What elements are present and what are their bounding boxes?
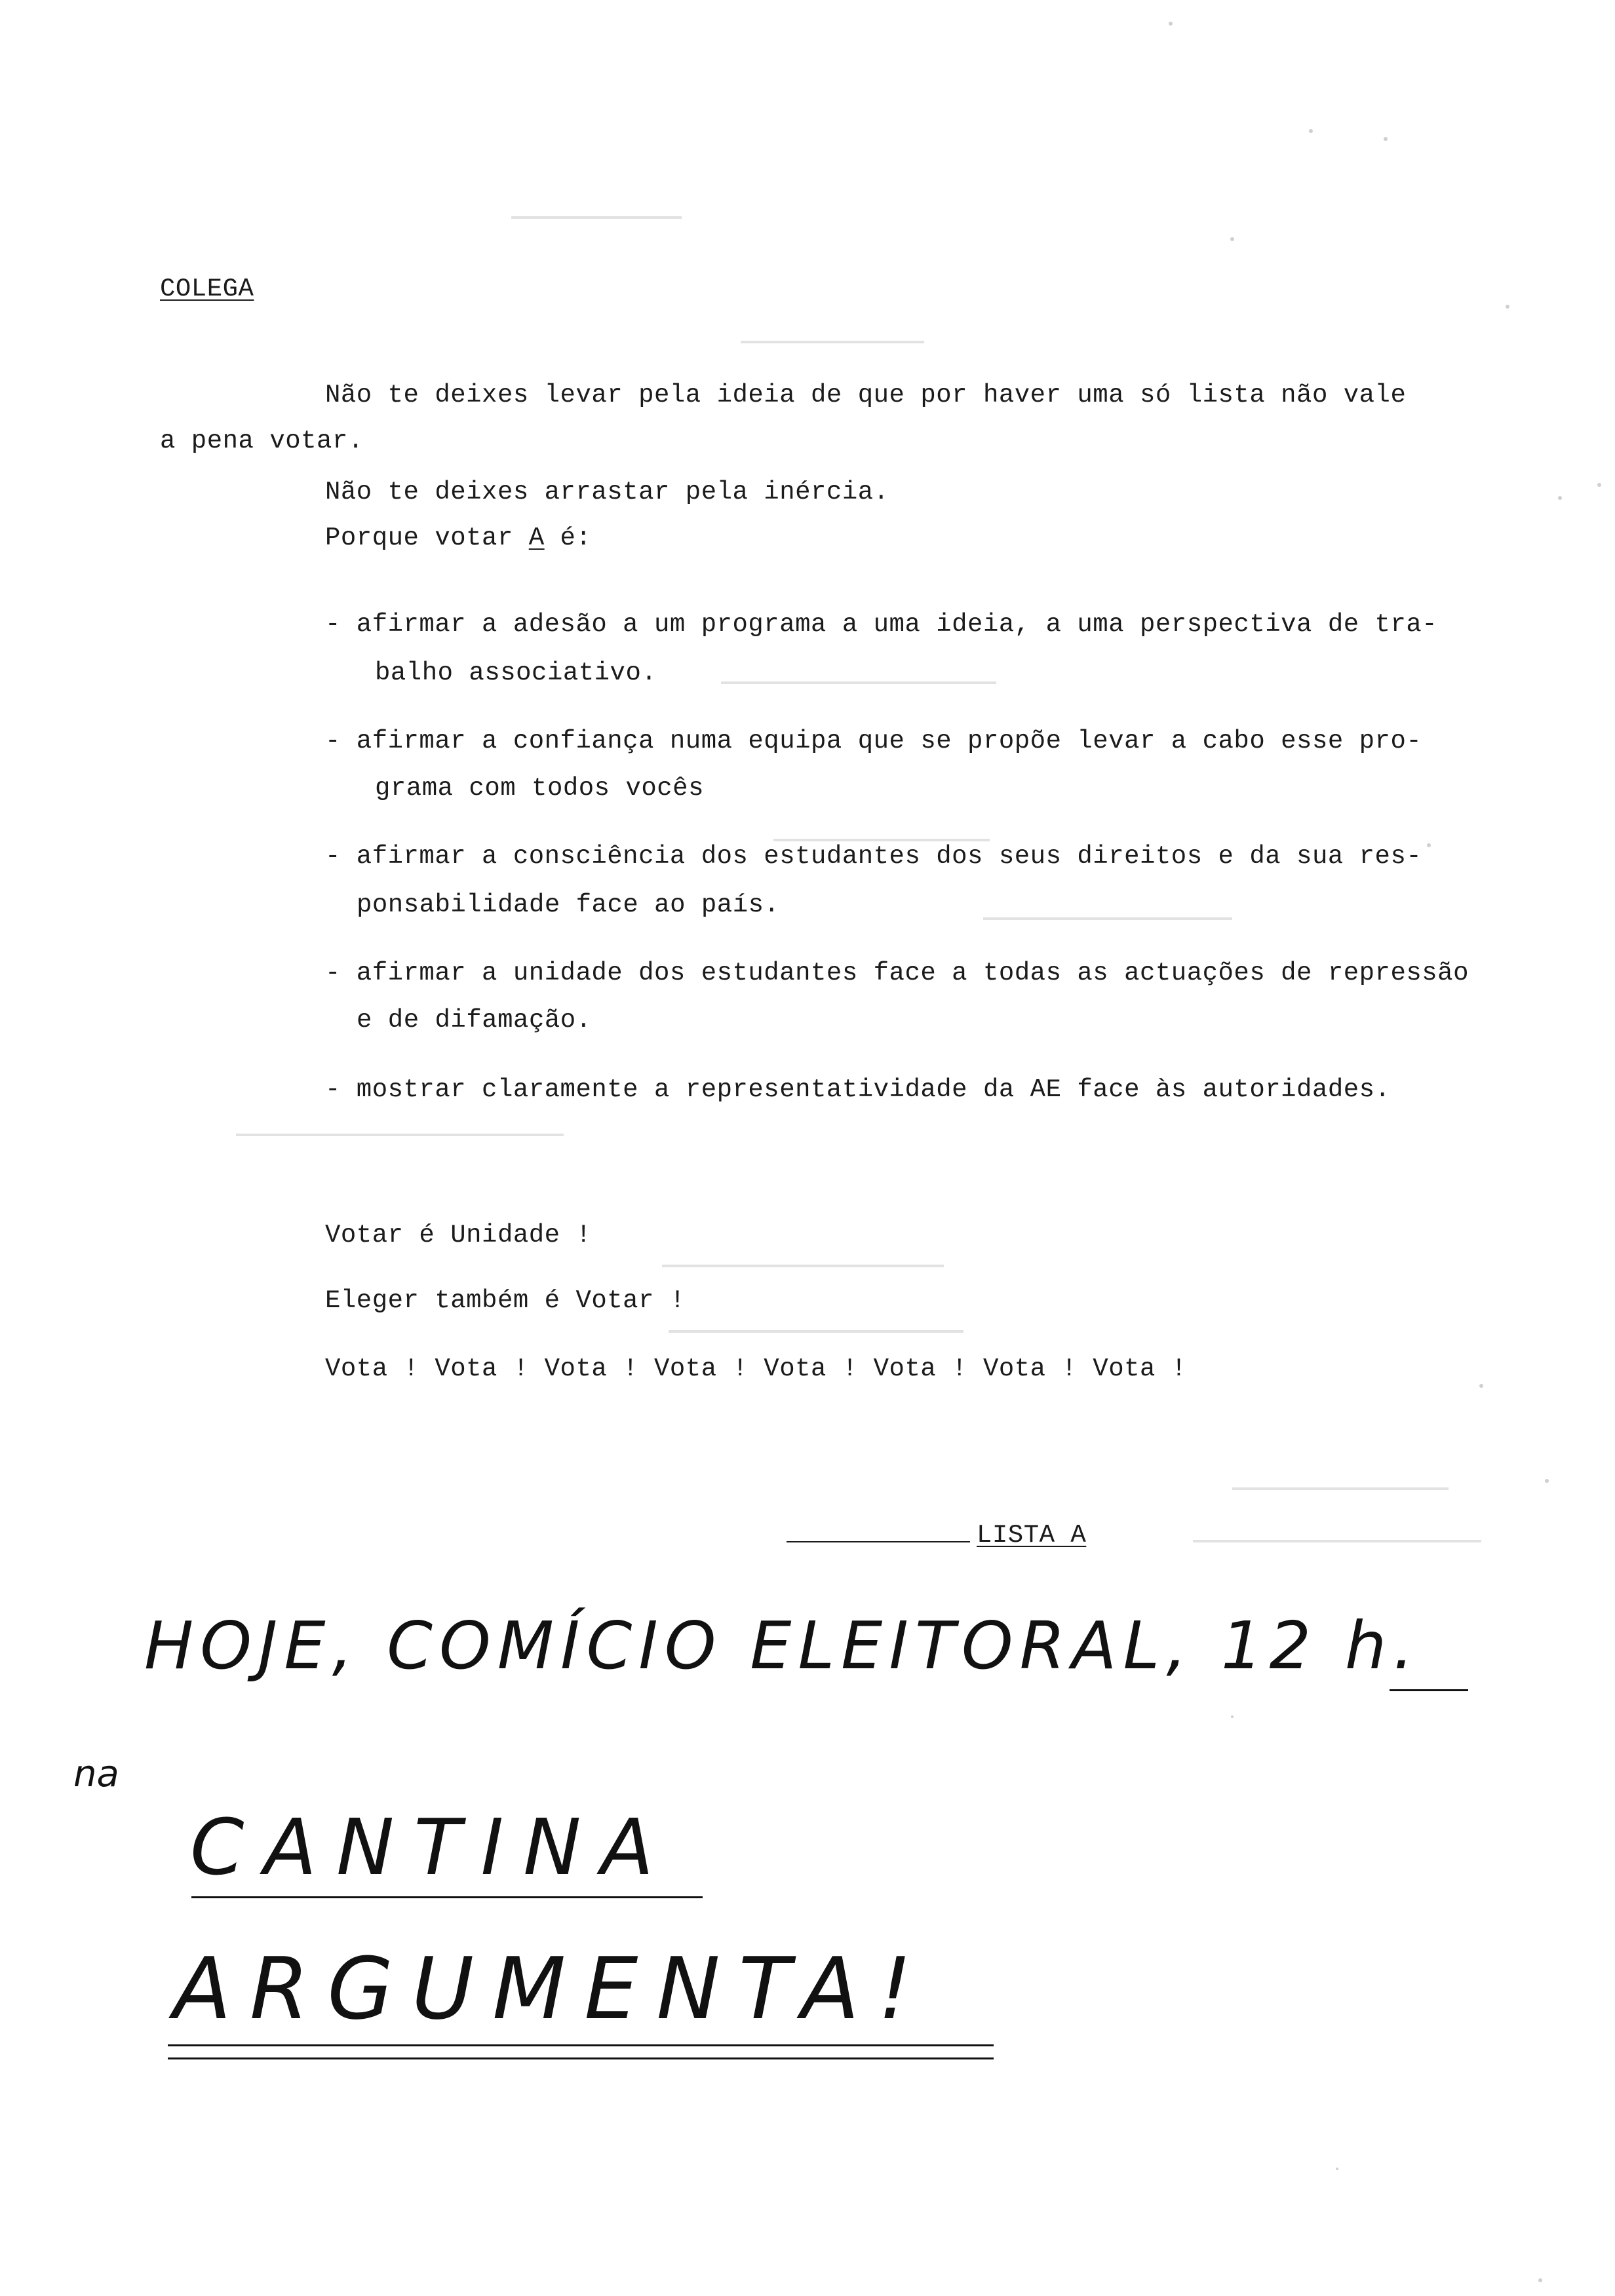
handwritten-hoje-comicio: HOJE, COMÍCIO ELEITORAL, 12 h.: [144, 1607, 1421, 1684]
bullet-4-line-1: - afirmar a unidade dos estudantes face a todas as actuações de repressão: [325, 959, 1469, 987]
bullet-4-line-2: e de difamação.: [357, 1006, 592, 1035]
handwritten-argumenta: ARGUMENTA!: [173, 1939, 931, 2038]
intro-line-4-prefix: Porque votar: [325, 524, 529, 552]
slogan-eleger-votar: Eleger também é Votar !: [325, 1286, 686, 1315]
slogan-vota-repeat: Vota ! Vota ! Vota ! Vota ! Vota ! Vota ! Vota ! Vota !: [325, 1354, 1187, 1383]
bullet-1-line-2: balho associativo.: [375, 659, 657, 687]
bullet-3-line-2: ponsabilidade face ao país.: [357, 890, 780, 919]
handwritten-12-underline: [1390, 1689, 1468, 1691]
bullet-1-line-1: - afirmar a adesão a um programa a uma ideia, a uma perspectiva de tra-: [325, 610, 1438, 639]
intro-line-1: Não te deixes levar pela ideia de que por haver uma só lista não vale: [325, 381, 1407, 410]
signature-lista-a: LISTA A: [977, 1521, 1087, 1550]
list-letter-a: A: [528, 524, 545, 552]
slogan-votar-unidade: Votar é Unidade !: [325, 1221, 592, 1250]
signature-dash: [787, 1541, 970, 1542]
intro-line-3: Não te deixes arrastar pela inércia.: [325, 478, 889, 507]
bullet-2-line-2: grama com todos vocês: [375, 774, 704, 803]
intro-line-4: [325, 526, 591, 551]
bullet-5-line-1: - mostrar claramente a representatividade da AE face às autoridades.: [325, 1075, 1391, 1104]
intro-line-2: a pena votar.: [160, 427, 364, 455]
bullet-2-line-1: - afirmar a confiança numa equipa que se propõe levar a cabo esse pro-: [325, 727, 1422, 756]
bullet-3-line-1: - afirmar a consciência dos estudantes dos seus direitos e da sua res-: [325, 842, 1422, 871]
intro-line-4-suffix: é:: [544, 524, 592, 552]
handwritten-na: na: [73, 1753, 119, 1795]
argumenta-underline-2: [168, 2057, 994, 2059]
heading-colega: COLEGA: [160, 275, 254, 303]
cantina-underline: [191, 1896, 703, 1898]
argumenta-underline-1: [168, 2044, 994, 2046]
handwritten-cantina: CANTINA: [190, 1802, 674, 1892]
